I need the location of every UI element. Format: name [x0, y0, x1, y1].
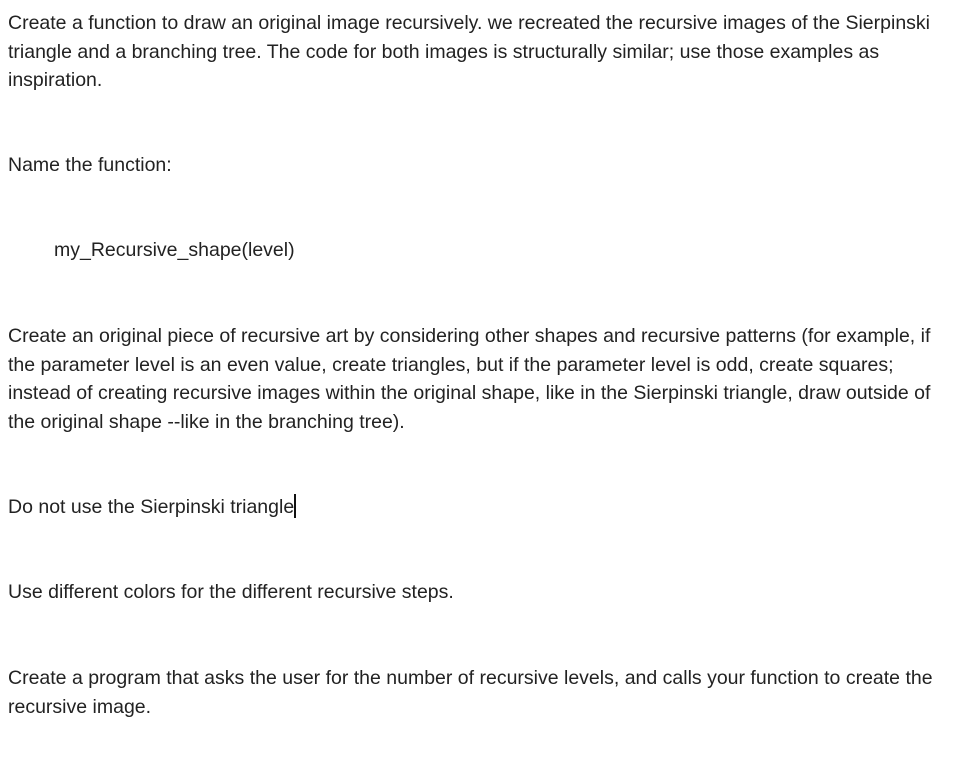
name-prompt: Name the function:: [8, 154, 172, 176]
function-name: my_Recursive_shape(level): [54, 239, 295, 261]
program-instruction: Create a program that asks the user for the number of recursive levels, and calls your function to create the recursive image.: [8, 667, 933, 718]
restriction-line[interactable]: [8, 493, 943, 522]
restriction-text: Do not use the Sierpinski triangle: [8, 496, 295, 518]
colors-instruction: Use different colors for the different recursive steps.: [8, 581, 454, 603]
art-instructions-paragraph: Create an original piece of recursive art by considering other shapes and recursive patterns (for example, if the parameter level is an even value, create triangles, but if the parameter level is odd, create squares; instead of creating recursive images within the original shape, like in the Sierpinski triangle, draw outside of the original shape --like in the branching tree).: [8, 325, 931, 433]
intro-paragraph: Create a function to draw an original image recursively. we recreated the recursive images of the Sierpinski triangle and a branching tree. The code for both images is structurally similar; use those examples as inspiration.: [8, 12, 930, 91]
text-cursor: [294, 494, 296, 518]
